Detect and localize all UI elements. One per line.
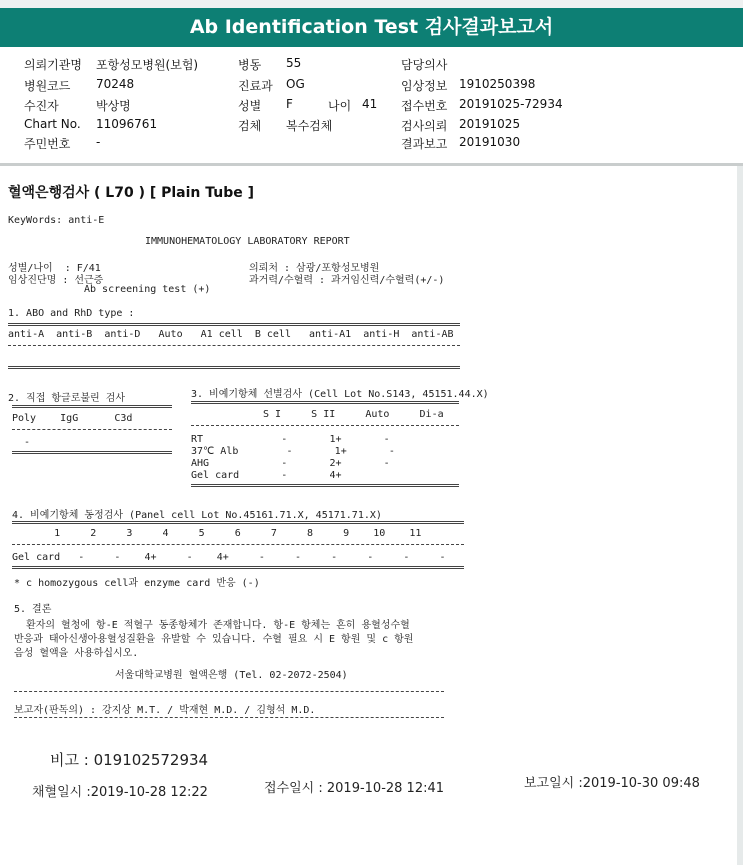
specimen-label: 검체	[238, 119, 262, 133]
keywords: KeyWords: anti-E	[8, 215, 105, 226]
sex-value: F	[286, 97, 293, 111]
receipt-no-value: 20191025-72934	[459, 97, 563, 111]
scrollbar-track[interactable]	[737, 166, 743, 865]
conclusion-line-1: 환자의 혈청에 항-E 적혈구 동종항체가 존재합니다. 항-E 항체는 흔히 용혈성수혈	[14, 620, 410, 631]
patient-label: 수진자	[24, 99, 59, 113]
result-date-label: 결과보고	[401, 137, 448, 151]
rule	[191, 401, 459, 404]
request-date-value: 20191025	[459, 117, 521, 131]
screening-result: Ab screening test (+)	[84, 284, 211, 295]
institution-label: 의뢰기관명	[24, 58, 82, 72]
screening-columns: S I S II Auto Di-a	[263, 409, 444, 420]
doctor-label: 담당의사	[401, 58, 448, 72]
hospital-code-value: 70248	[96, 77, 135, 91]
header-divider	[0, 163, 743, 166]
clinical-info-label: 임상정보	[401, 79, 448, 93]
request-date-label: 검사의뢰	[401, 119, 448, 133]
dept-label: 진료과	[238, 79, 273, 93]
hospital-code-label: 병원코드	[24, 79, 71, 93]
reporter: 보고자(판독의) : 강지상 M.T. / 박재현 M.D. / 김형석 M.D.	[14, 705, 316, 716]
screening-title: 3. 비예기항체 선별검사 (Cell Lot No.S143, 45151.44.X)	[191, 389, 489, 400]
test-name: 혈액은행검사 ( L70 ) [ Plain Tube ]	[8, 185, 255, 201]
diagnosis: 임상진단명 : 선근증	[8, 275, 104, 286]
remark: 비고 : 019102572934	[50, 751, 209, 769]
history: 과거력/수혈력 : 과거임신력/수혈력(+/-)	[249, 275, 445, 286]
bloodbank-contact: 서울대학교병원 혈액은행 (Tel. 02-2072-2504)	[115, 670, 348, 681]
rule	[12, 429, 172, 430]
age-label: 나이	[328, 99, 352, 113]
rule	[14, 691, 444, 692]
result-date-value: 20191030	[459, 135, 521, 149]
chart-label: Chart No.	[24, 117, 81, 131]
rrn-label: 주민번호	[24, 137, 71, 151]
dept-value: OG	[286, 77, 305, 91]
clinical-info-value: 1910250398	[459, 77, 536, 91]
dat-columns: Poly IgG C3d	[12, 413, 133, 424]
panel-columns: 1 2 3 4 5 6 7 8 9 10 11	[12, 528, 422, 539]
panel-title: 4. 비예기항체 동정검사 (Panel cell Lot No.45161.71.X, 45171.71.X)	[12, 510, 382, 521]
sex-age: 성별/나이 : F/41	[8, 263, 101, 274]
receipt-time: 접수일시 : 2019-10-28 12:41	[264, 781, 445, 796]
rule	[12, 521, 464, 524]
screening-row-rt: RT - 1+ -	[191, 434, 390, 445]
rrn-value: -	[96, 135, 101, 149]
conclusion-line-2: 반응과 태아신생아용혈성질환을 유발할 수 있습니다. 수혈 필요 시 E 항원 및 c 항원	[14, 634, 414, 645]
screening-row-alb: 37℃ Alb - 1+ -	[191, 446, 395, 457]
screening-row-ahg: AHG - 2+ -	[191, 458, 390, 469]
age-value: 41	[362, 97, 378, 111]
rule	[12, 544, 464, 545]
rule	[8, 366, 460, 369]
rule	[12, 451, 172, 454]
rule	[191, 425, 459, 426]
receipt-no-label: 접수번호	[401, 99, 448, 113]
rule	[12, 405, 172, 408]
specimen-value: 복수검체	[286, 119, 333, 133]
top-strip	[0, 0, 743, 8]
screening-row-gel: Gel card - 4+	[191, 470, 342, 481]
chart-value: 11096761	[96, 117, 158, 131]
report-title: Ab Identification Test 검사결과보고서	[0, 8, 743, 47]
rule	[8, 345, 460, 346]
dat-title: 2. 직접 항글로불린 검사	[8, 393, 126, 404]
conclusion-title: 5. 결론	[14, 604, 52, 615]
lab-report-title: IMMUNOHEMATOLOGY LABORATORY REPORT	[145, 236, 350, 247]
report-time: 보고일시 :2019-10-30 09:48	[524, 776, 700, 791]
abo-rhd-title: 1. ABO and RhD type :	[8, 308, 135, 319]
rule	[14, 717, 444, 718]
panel-row-gel: Gel card - - 4+ - 4+ - - - - - -	[12, 552, 446, 563]
patient-value: 박상명	[96, 99, 131, 113]
referral: 의뢰처 : 삼광/포항성모병원	[249, 263, 380, 274]
collect-time: 채혈일시 :2019-10-28 12:22	[32, 785, 208, 800]
institution-value: 포항성모병원(보험)	[96, 58, 199, 72]
conclusion-line-3: 음성 혈액을 사용하십시오.	[14, 648, 139, 659]
sex-label: 성별	[238, 99, 262, 113]
rule	[191, 484, 459, 487]
rule	[8, 323, 460, 326]
rule	[12, 566, 464, 569]
ward-label: 병동	[238, 58, 262, 72]
ward-value: 55	[286, 56, 302, 70]
abo-rhd-columns: anti-A anti-B anti-D Auto A1 cell B cell anti-A1 anti-H anti-AB	[8, 329, 454, 340]
dat-value: -	[12, 437, 31, 448]
panel-note: * c homozygous cell과 enzyme card 반응 (-)	[14, 578, 260, 589]
